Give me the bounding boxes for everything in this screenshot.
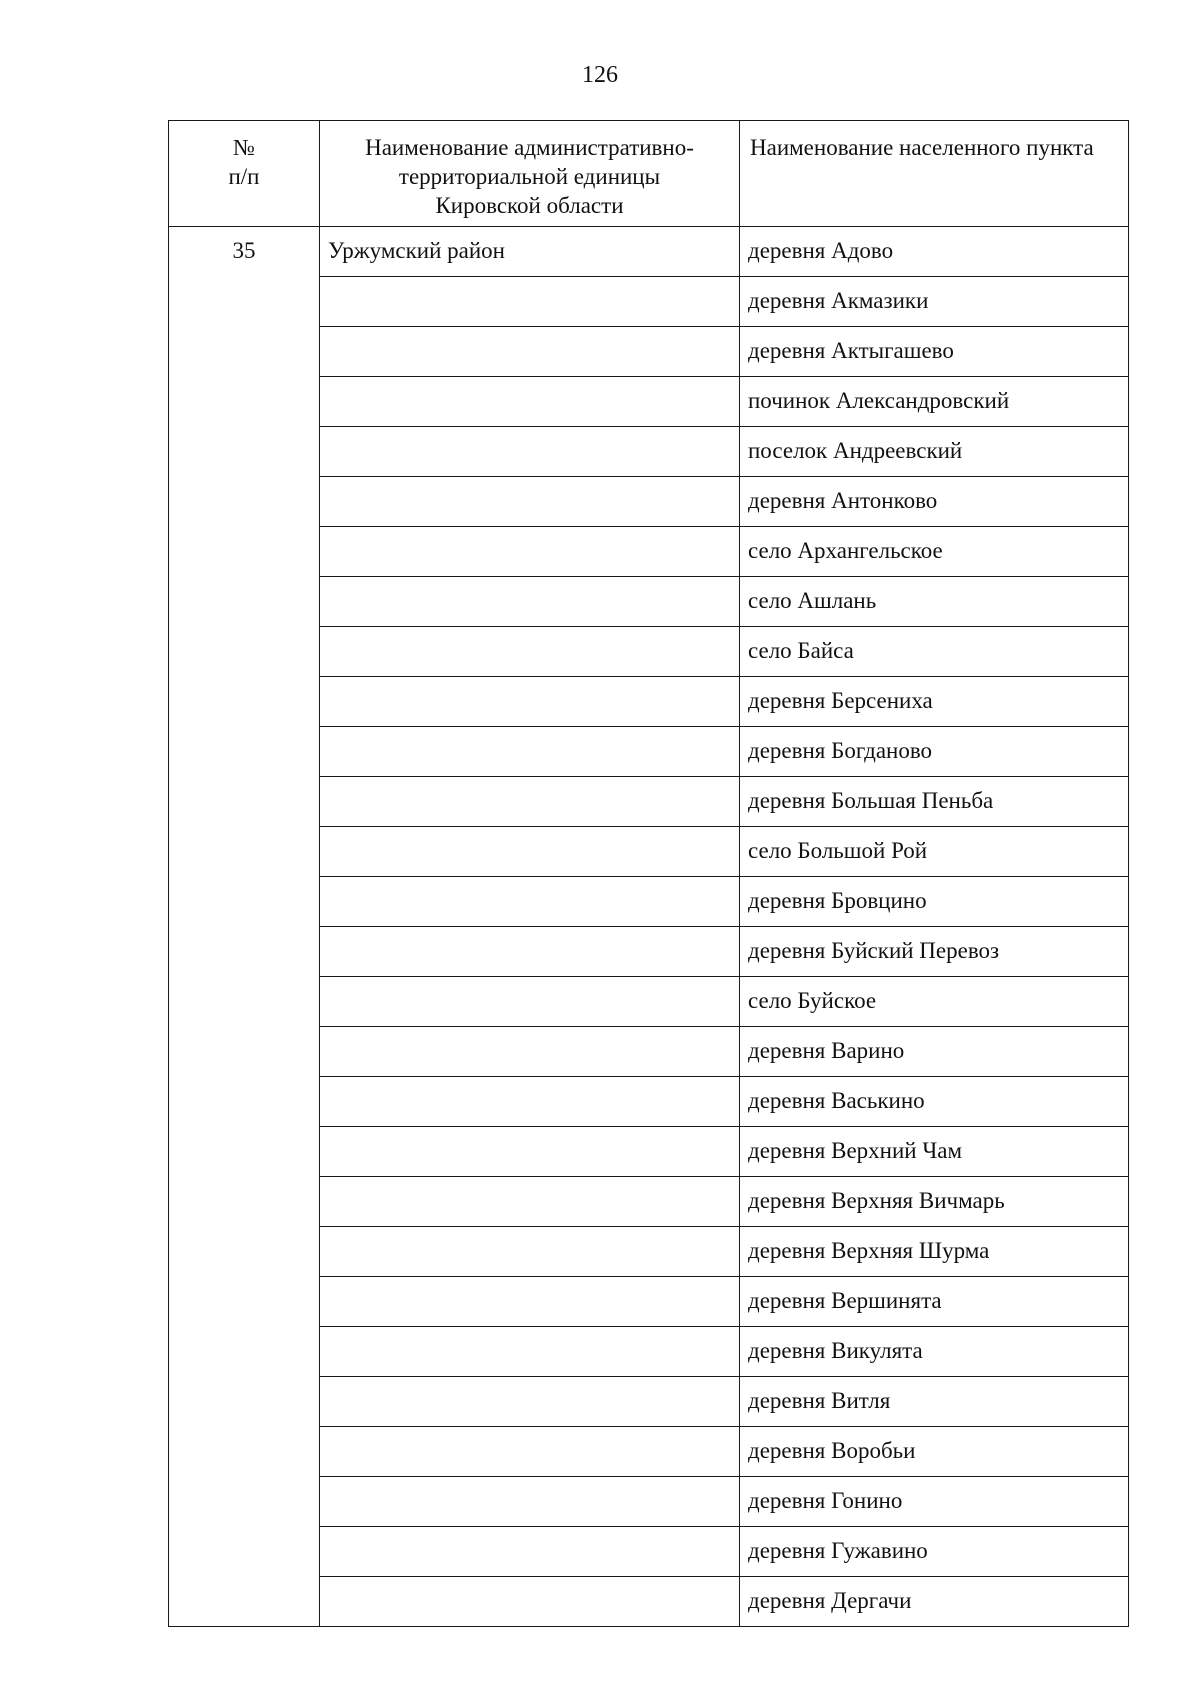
district-cell-empty [320,627,740,677]
district-cell-empty [320,277,740,327]
settlement-cell: село Большой Рой [740,827,1129,877]
table-row [169,227,1129,277]
header-admin-unit-line3: Кировской области [435,193,624,218]
settlement-cell: деревня Акмазики [740,277,1129,327]
district-cell-empty [320,777,740,827]
district-cell-empty [320,1277,740,1327]
settlement-cell: деревня Адово [740,227,1129,277]
header-number [169,121,320,227]
district-cell-empty [320,927,740,977]
settlement-cell: деревня Гонино [740,1477,1129,1527]
district-cell-empty [320,1077,740,1127]
district-cell-empty [320,727,740,777]
district-cell: Уржумский район [320,227,740,277]
district-cell-empty [320,577,740,627]
district-cell-empty [320,1027,740,1077]
table-header-row [169,121,1129,227]
district-cell-empty [320,327,740,377]
header-admin-unit [320,121,740,227]
district-cell-empty [320,827,740,877]
district-cell-empty [320,527,740,577]
header-admin-unit-line2: территориальной единицы [398,164,661,189]
district-cell-empty [320,1127,740,1177]
settlement-cell: деревня Антонково [740,477,1129,527]
settlement-cell: деревня Буйский Перевоз [740,927,1129,977]
settlement-cell: деревня Богданово [740,727,1129,777]
settlements-table [168,120,1129,1627]
settlement-cell: деревня Верхний Чам [740,1127,1129,1177]
settlement-cell: починок Александровский [740,377,1129,427]
settlement-cell: деревня Варино [740,1027,1129,1077]
header-settlement: Наименование населенного пункта [740,121,1129,227]
header-number-line1: № [233,135,255,160]
settlement-cell: деревня Большая Пеньба [740,777,1129,827]
district-cell-empty [320,477,740,527]
settlement-cell: деревня Берсениха [740,677,1129,727]
district-cell-empty [320,1527,740,1577]
settlement-cell: деревня Витля [740,1377,1129,1427]
settlement-cell: деревня Верхняя Вичмарь [740,1177,1129,1227]
district-cell-empty [320,427,740,477]
settlement-cell: село Байса [740,627,1129,677]
district-cell-empty [320,1477,740,1527]
entry-number: 35 [169,227,320,1627]
settlement-cell: деревня Викулята [740,1327,1129,1377]
page-number: 126 [582,62,618,88]
district-cell-empty [320,1327,740,1377]
district-cell-empty [320,1377,740,1427]
district-cell-empty [320,1577,740,1627]
settlement-cell: село Ашлань [740,577,1129,627]
settlement-cell: деревня Актыгашево [740,327,1129,377]
header-number-line2: п/п [228,164,260,189]
district-cell-empty [320,977,740,1027]
table-body [169,227,1129,1627]
settlement-cell: деревня Васькино [740,1077,1129,1127]
district-cell-empty [320,1177,740,1227]
settlement-cell: деревня Вершинята [740,1277,1129,1327]
district-cell-empty [320,1227,740,1277]
header-admin-unit-line1: Наименование административно- [365,135,694,160]
settlement-cell: деревня Бровцино [740,877,1129,927]
settlement-cell: деревня Воробьи [740,1427,1129,1477]
settlement-cell: поселок Андреевский [740,427,1129,477]
settlement-cell: село Архангельское [740,527,1129,577]
district-cell-empty [320,377,740,427]
settlement-cell: деревня Гужавино [740,1527,1129,1577]
settlement-cell: село Буйское [740,977,1129,1027]
district-cell-empty [320,877,740,927]
district-cell-empty [320,1427,740,1477]
settlement-cell: деревня Верхняя Шурма [740,1227,1129,1277]
district-cell-empty [320,677,740,727]
settlement-cell: деревня Дергачи [740,1577,1129,1627]
